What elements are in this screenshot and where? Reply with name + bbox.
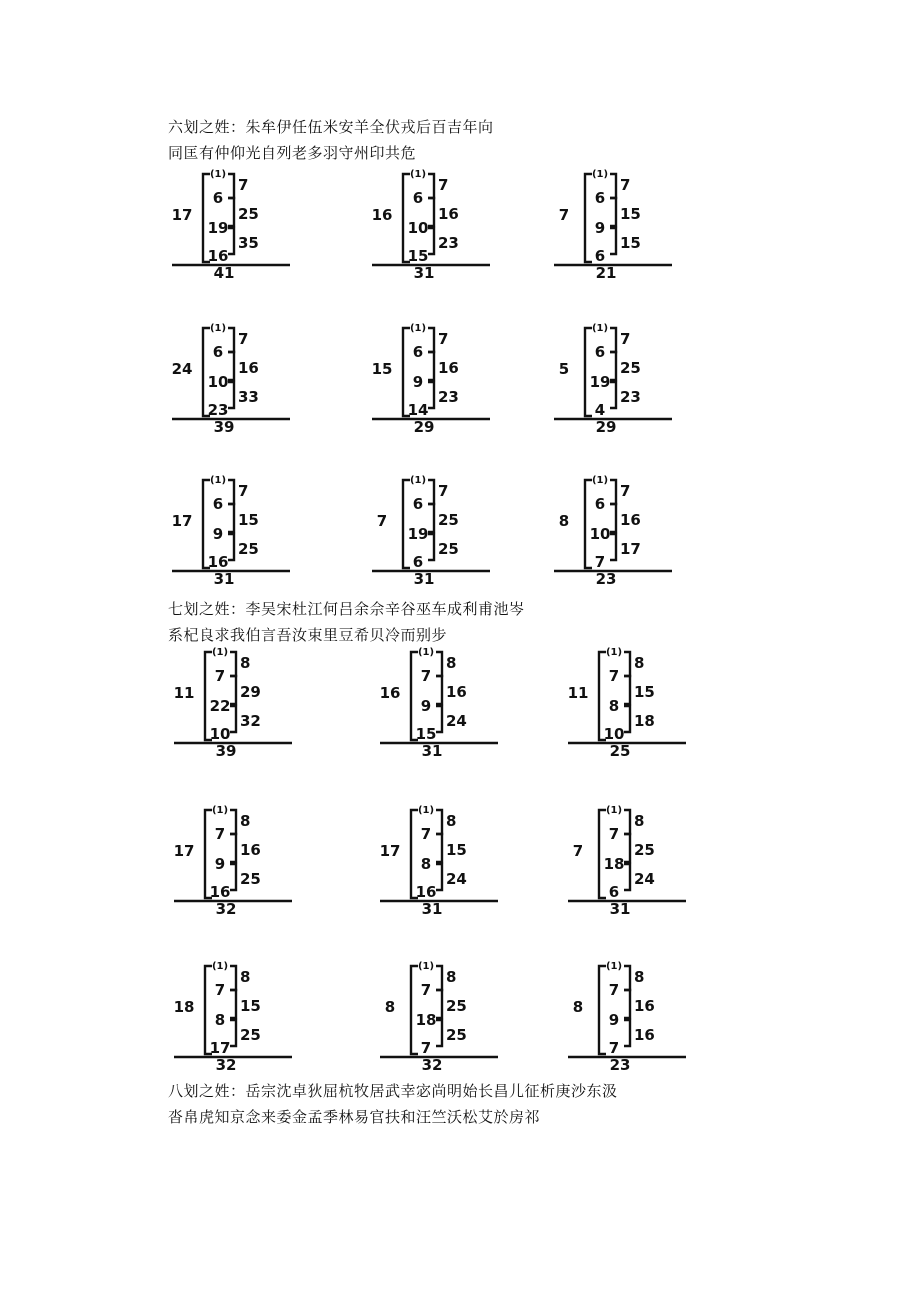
grid-number: 8: [634, 654, 645, 672]
left-bracket: [403, 480, 410, 568]
outer-grid-number: 16: [371, 206, 393, 224]
grid-number: 25: [438, 540, 459, 558]
surname-list-line: 六划之姓：朱牟伊任伍米安羊全伏戎后百吉年向: [168, 118, 494, 136]
stroke-number: 16: [209, 883, 231, 901]
outer-grid-number: 17: [171, 512, 193, 530]
right-bracket: [436, 676, 442, 704]
right-bracket: [436, 834, 442, 862]
right-bracket: [624, 652, 630, 676]
outer-grid-number: 8: [558, 512, 570, 530]
left-bracket: [599, 966, 606, 1054]
right-bracket: [624, 864, 630, 890]
total-number: 29: [595, 418, 617, 436]
stroke-number: 14: [407, 401, 429, 419]
right-bracket: [610, 382, 616, 408]
stroke-number: 6: [594, 247, 606, 265]
stroke-number: 9: [214, 855, 226, 873]
stroke-number: 7: [608, 667, 620, 685]
heaven-grid-number: (1): [409, 169, 427, 180]
heaven-grid-number: (1): [409, 323, 427, 334]
diagram-graphic: [376, 804, 526, 916]
total-number: 29: [413, 418, 435, 436]
stroke-diagram: [376, 646, 526, 758]
right-bracket: [436, 652, 442, 676]
right-bracket: [228, 382, 234, 408]
grid-number: 35: [238, 234, 259, 252]
stroke-number: 6: [608, 883, 620, 901]
grid-number: 7: [620, 176, 631, 194]
left-bracket: [585, 480, 592, 568]
grid-number: 25: [620, 359, 641, 377]
surname-list-line: 同匡有仲仰光自列老多羽守州印共危: [168, 144, 417, 162]
stroke-number: 18: [415, 1011, 437, 1029]
stroke-number: 19: [589, 373, 611, 391]
right-bracket: [436, 990, 442, 1018]
grid-number: 7: [238, 482, 249, 500]
right-bracket: [230, 990, 236, 1018]
diagram-graphic: [368, 322, 518, 434]
outer-grid-number: 16: [379, 684, 401, 702]
heaven-grid-number: (1): [211, 805, 229, 816]
total-number: 31: [421, 900, 443, 918]
grid-number: 8: [446, 812, 457, 830]
grid-number: 25: [446, 997, 467, 1015]
total-number: 32: [215, 1056, 237, 1074]
grid-number: 15: [620, 205, 641, 223]
heaven-grid-number: (1): [209, 475, 227, 486]
stroke-number: 7: [420, 825, 432, 843]
grid-number: 8: [634, 968, 645, 986]
grid-number: 25: [238, 540, 259, 558]
grid-number: 8: [240, 654, 251, 672]
stroke-number: 15: [415, 725, 437, 743]
right-bracket: [428, 328, 434, 352]
heaven-grid-number: (1): [591, 475, 609, 486]
stroke-number: 7: [214, 667, 226, 685]
stroke-number: 6: [412, 189, 424, 207]
total-number: 39: [215, 742, 237, 760]
right-bracket: [610, 174, 616, 198]
grid-number: 7: [438, 482, 449, 500]
stroke-number: 7: [420, 981, 432, 999]
grid-number: 16: [238, 359, 259, 377]
right-bracket: [428, 352, 434, 380]
total-number: 31: [609, 900, 631, 918]
diagram-graphic: [170, 804, 320, 916]
outer-grid-number: 8: [384, 998, 396, 1016]
stroke-number: 7: [608, 825, 620, 843]
outer-grid-number: 17: [173, 842, 195, 860]
right-bracket: [610, 352, 616, 380]
right-bracket: [230, 706, 236, 732]
total-number: 41: [213, 264, 235, 282]
heaven-grid-number: (1): [417, 961, 435, 972]
diagram-graphic: [564, 646, 714, 758]
right-bracket: [228, 198, 234, 226]
heaven-grid-number: (1): [605, 961, 623, 972]
right-bracket: [228, 480, 234, 504]
grid-number: 25: [438, 511, 459, 529]
stroke-number: 8: [420, 855, 432, 873]
diagram-graphic: [550, 168, 700, 280]
stroke-diagram: [564, 960, 714, 1072]
right-bracket: [610, 328, 616, 352]
stroke-number: 9: [412, 373, 424, 391]
outer-grid-number: 17: [171, 206, 193, 224]
surname-list-line: 系杞良求我伯言吾汝束里豆希贝冷而别步: [168, 626, 448, 644]
heaven-grid-number: (1): [605, 805, 623, 816]
stroke-number: 22: [209, 697, 231, 715]
right-bracket: [228, 534, 234, 560]
stroke-number: 10: [407, 219, 429, 237]
grid-number: 16: [620, 511, 641, 529]
diagram-graphic: [564, 804, 714, 916]
stroke-diagram: [368, 474, 518, 586]
stroke-number: 16: [207, 247, 229, 265]
stroke-number: 10: [603, 725, 625, 743]
outer-grid-number: 5: [558, 360, 570, 378]
grid-number: 7: [620, 482, 631, 500]
stroke-number: 6: [594, 189, 606, 207]
stroke-number: 8: [608, 697, 620, 715]
stroke-number: 7: [214, 981, 226, 999]
heaven-grid-number: (1): [417, 647, 435, 658]
stroke-number: 7: [214, 825, 226, 843]
right-bracket: [228, 174, 234, 198]
heaven-grid-number: (1): [409, 475, 427, 486]
diagram-graphic: [564, 960, 714, 1072]
heaven-grid-number: (1): [211, 961, 229, 972]
stroke-number: 10: [209, 725, 231, 743]
heaven-grid-number: (1): [605, 647, 623, 658]
grid-number: 7: [238, 176, 249, 194]
stroke-diagram: [550, 168, 700, 280]
outer-grid-number: 7: [376, 512, 388, 530]
stroke-diagram: [376, 804, 526, 916]
stroke-number: 7: [420, 667, 432, 685]
grid-number: 15: [634, 683, 655, 701]
stroke-number: 4: [594, 401, 606, 419]
diagram-graphic: [168, 474, 318, 586]
diagram-graphic: [376, 646, 526, 758]
stroke-number: 6: [212, 343, 224, 361]
left-bracket: [585, 174, 592, 262]
right-bracket: [436, 966, 442, 990]
stroke-number: 9: [608, 1011, 620, 1029]
grid-number: 8: [240, 812, 251, 830]
surname-list-line: 七划之姓：李吴宋杜江何吕余佘辛谷巫车成利甫池岑: [168, 600, 525, 618]
stroke-number: 9: [420, 697, 432, 715]
stroke-number: 16: [207, 553, 229, 571]
grid-number: 33: [238, 388, 259, 406]
stroke-number: 9: [212, 525, 224, 543]
stroke-diagram: [368, 322, 518, 434]
stroke-number: 10: [207, 373, 229, 391]
grid-number: 7: [620, 330, 631, 348]
grid-number: 16: [634, 997, 655, 1015]
right-bracket: [428, 480, 434, 504]
grid-number: 15: [240, 997, 261, 1015]
right-bracket: [230, 1020, 236, 1046]
right-bracket: [624, 706, 630, 732]
stroke-number: 16: [415, 883, 437, 901]
stroke-number: 6: [412, 343, 424, 361]
left-bracket: [599, 810, 606, 898]
heaven-grid-number: (1): [591, 323, 609, 334]
surname-list-line: 沓帛虎知京念来委金孟季林易官扶和汪竺沃松艾於房祁: [168, 1108, 541, 1126]
grid-number: 25: [238, 205, 259, 223]
grid-number: 17: [620, 540, 641, 558]
stroke-diagram: [170, 960, 320, 1072]
grid-number: 16: [446, 683, 467, 701]
diagram-graphic: [168, 322, 318, 434]
outer-grid-number: 7: [558, 206, 570, 224]
stroke-diagram: [170, 646, 320, 758]
diagram-graphic: [550, 322, 700, 434]
outer-grid-number: 11: [173, 684, 195, 702]
right-bracket: [428, 174, 434, 198]
total-number: 23: [595, 570, 617, 588]
grid-number: 8: [240, 968, 251, 986]
right-bracket: [610, 480, 616, 504]
right-bracket: [624, 676, 630, 704]
grid-number: 23: [438, 234, 459, 252]
stroke-diagram: [376, 960, 526, 1072]
stroke-number: 19: [407, 525, 429, 543]
total-number: 23: [609, 1056, 631, 1074]
diagram-graphic: [368, 474, 518, 586]
diagram-graphic: [376, 960, 526, 1072]
right-bracket: [230, 676, 236, 704]
stroke-number: 6: [594, 343, 606, 361]
stroke-number: 6: [412, 495, 424, 513]
stroke-number: 17: [209, 1039, 231, 1057]
total-number: 32: [215, 900, 237, 918]
grid-number: 25: [240, 870, 261, 888]
heaven-grid-number: (1): [211, 647, 229, 658]
grid-number: 7: [238, 330, 249, 348]
total-number: 31: [413, 264, 435, 282]
stroke-diagram: [550, 474, 700, 586]
grid-number: 8: [634, 812, 645, 830]
stroke-diagram: [368, 168, 518, 280]
outer-grid-number: 11: [567, 684, 589, 702]
right-bracket: [436, 810, 442, 834]
right-bracket: [624, 834, 630, 862]
right-bracket: [230, 834, 236, 862]
right-bracket: [428, 382, 434, 408]
stroke-number: 10: [589, 525, 611, 543]
grid-number: 16: [240, 841, 261, 859]
stroke-diagram: [168, 168, 318, 280]
stroke-number: 7: [608, 1039, 620, 1057]
stroke-number: 7: [594, 553, 606, 571]
stroke-diagram: [564, 646, 714, 758]
stroke-number: 23: [207, 401, 229, 419]
grid-number: 25: [446, 1026, 467, 1044]
total-number: 31: [421, 742, 443, 760]
total-number: 39: [213, 418, 235, 436]
right-bracket: [610, 198, 616, 226]
grid-number: 15: [620, 234, 641, 252]
right-bracket: [436, 1020, 442, 1046]
stroke-number: 6: [212, 189, 224, 207]
grid-number: 23: [438, 388, 459, 406]
grid-number: 29: [240, 683, 261, 701]
grid-number: 32: [240, 712, 261, 730]
outer-grid-number: 18: [173, 998, 195, 1016]
grid-number: 8: [446, 968, 457, 986]
diagram-graphic: [168, 168, 318, 280]
outer-grid-number: 24: [171, 360, 193, 378]
grid-number: 16: [438, 359, 459, 377]
right-bracket: [624, 990, 630, 1018]
grid-number: 8: [446, 654, 457, 672]
heaven-grid-number: (1): [209, 169, 227, 180]
right-bracket: [230, 966, 236, 990]
total-number: 25: [609, 742, 631, 760]
total-number: 31: [213, 570, 235, 588]
diagram-graphic: [170, 960, 320, 1072]
grid-number: 15: [446, 841, 467, 859]
right-bracket: [428, 504, 434, 532]
grid-number: 15: [238, 511, 259, 529]
stroke-number: 6: [212, 495, 224, 513]
grid-number: 23: [620, 388, 641, 406]
left-bracket: [585, 328, 592, 416]
stroke-diagram: [550, 322, 700, 434]
surname-list-line: 八划之姓：岳宗沈卓狄屈杭牧居武幸宓尚明始长昌儿征析庚沙东汲: [168, 1082, 618, 1100]
right-bracket: [624, 810, 630, 834]
grid-number: 16: [438, 205, 459, 223]
heaven-grid-number: (1): [591, 169, 609, 180]
right-bracket: [624, 966, 630, 990]
right-bracket: [230, 652, 236, 676]
right-bracket: [428, 198, 434, 226]
grid-number: 7: [438, 330, 449, 348]
outer-grid-number: 7: [572, 842, 584, 860]
right-bracket: [610, 504, 616, 532]
right-bracket: [230, 810, 236, 834]
left-bracket: [411, 966, 418, 1054]
right-bracket: [436, 864, 442, 890]
stroke-number: 6: [412, 553, 424, 571]
diagram-graphic: [170, 646, 320, 758]
total-number: 31: [413, 570, 435, 588]
stroke-number: 15: [407, 247, 429, 265]
right-bracket: [228, 352, 234, 380]
stroke-diagram: [168, 474, 318, 586]
stroke-number: 9: [594, 219, 606, 237]
stroke-diagram: [170, 804, 320, 916]
total-number: 32: [421, 1056, 443, 1074]
stroke-number: 7: [420, 1039, 432, 1057]
right-bracket: [610, 228, 616, 254]
right-bracket: [228, 228, 234, 254]
grid-number: 16: [634, 1026, 655, 1044]
outer-grid-number: 8: [572, 998, 584, 1016]
stroke-number: 19: [207, 219, 229, 237]
right-bracket: [228, 504, 234, 532]
diagram-graphic: [368, 168, 518, 280]
grid-number: 25: [634, 841, 655, 859]
stroke-diagram: [168, 322, 318, 434]
right-bracket: [228, 328, 234, 352]
grid-number: 24: [446, 712, 467, 730]
grid-number: 24: [634, 870, 655, 888]
stroke-number: 18: [603, 855, 625, 873]
outer-grid-number: 17: [379, 842, 401, 860]
right-bracket: [436, 706, 442, 732]
stroke-number: 7: [608, 981, 620, 999]
stroke-diagram: [564, 804, 714, 916]
right-bracket: [610, 534, 616, 560]
grid-number: 18: [634, 712, 655, 730]
diagram-graphic: [550, 474, 700, 586]
right-bracket: [230, 864, 236, 890]
stroke-number: 6: [594, 495, 606, 513]
heaven-grid-number: (1): [209, 323, 227, 334]
grid-number: 7: [438, 176, 449, 194]
right-bracket: [428, 534, 434, 560]
right-bracket: [428, 228, 434, 254]
outer-grid-number: 15: [371, 360, 393, 378]
stroke-number: 8: [214, 1011, 226, 1029]
grid-number: 25: [240, 1026, 261, 1044]
heaven-grid-number: (1): [417, 805, 435, 816]
right-bracket: [624, 1020, 630, 1046]
total-number: 21: [595, 264, 617, 282]
grid-number: 24: [446, 870, 467, 888]
